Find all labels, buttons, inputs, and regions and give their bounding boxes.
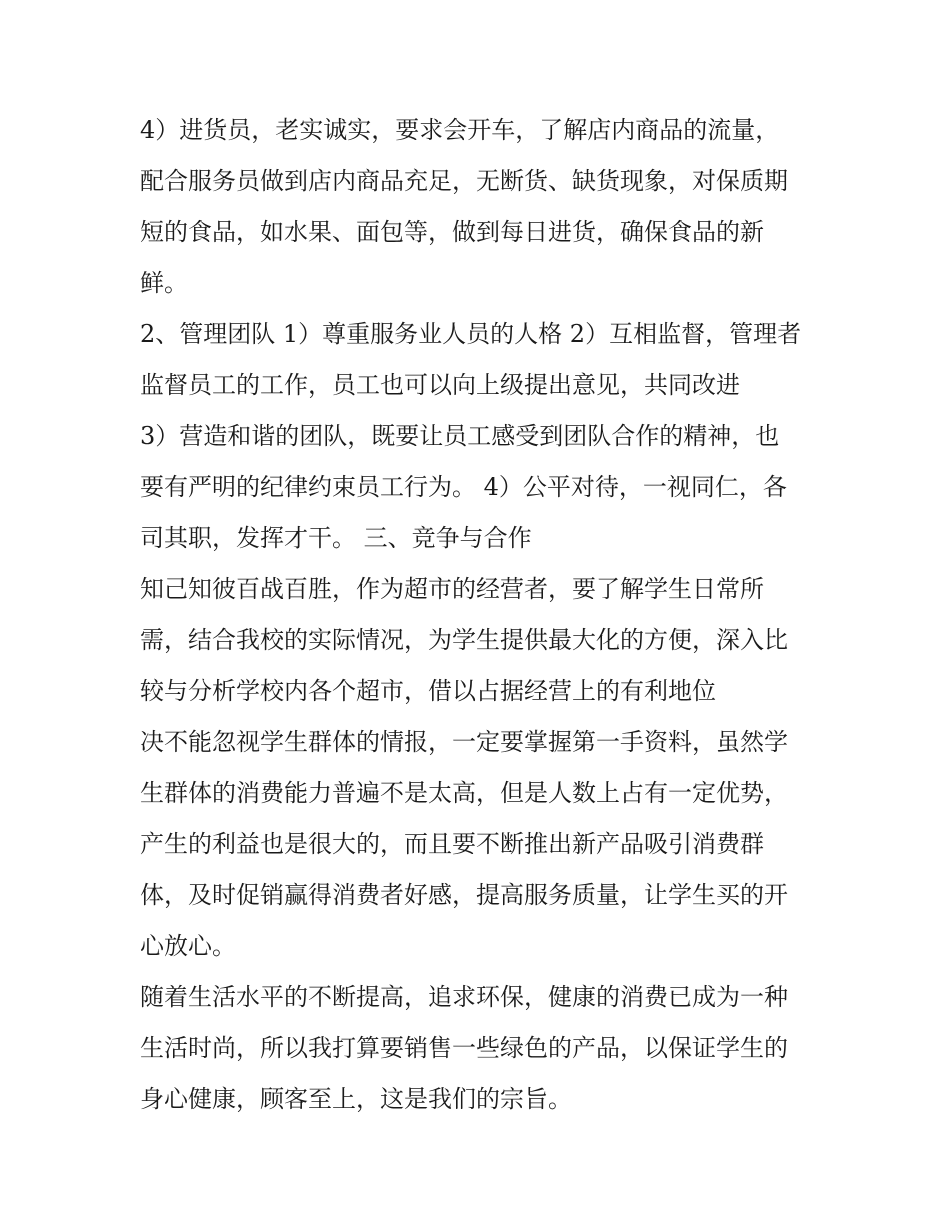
text-line: 监督员工的工作，员工也可以向上级提出意见，共同改进 [140,371,740,399]
text-line: 要有严明的纪律约束员工行为。 4）公平对待，一视同仁，各 [140,473,787,501]
text-line: 4）进货员，老实诚实，要求会开车，了解店内商品的流量， [140,116,780,144]
text-line: 心放心。 [140,932,236,960]
text-line: 司其职，发挥才干。 三、竞争与合作 [140,524,532,552]
text-line: 随着生活水平的不断提高，追求环保，健康的消费已成为一种 [140,983,788,1011]
text-line: 2、管理团队 1）尊重服务业人员的人格 2）互相监督，管理者 [140,320,802,348]
text-line: 知己知彼百战百胜，作为超市的经营者，要了解学生日常所 [140,575,764,603]
text-line: 较与分析学校内各个超市，借以占据经营上的有利地位 [140,677,716,705]
text-line: 生群体的消费能力普遍不是太高，但是人数上占有一定优势， [140,779,788,807]
text-line: 产生的利益也是很大的，而且要不断推出新产品吸引消费群 [140,830,764,858]
text-line: 体，及时促销赢得消费者好感，提高服务质量，让学生买的开 [140,881,788,909]
text-line: 鲜。 [140,269,188,297]
text-line: 3）营造和谐的团队，既要让员工感受到团队合作的精神，也 [140,422,780,450]
text-line: 短的食品，如水果、面包等，做到每日进货，确保食品的新 [140,218,764,246]
text-line: 生活时尚，所以我打算要销售一些绿色的产品，以保证学生的 [140,1034,788,1062]
text-line: 决不能忽视学生群体的情报，一定要掌握第一手资料，虽然学 [140,728,788,756]
text-line: 配合服务员做到店内商品充足，无断货、缺货现象，对保质期 [140,167,788,195]
text-line: 需，结合我校的实际情况，为学生提供最大化的方便，深入比 [140,626,788,654]
body-text [140,108,820,1128]
text-line: 身心健康，顾客至上，这是我们的宗旨。 [140,1085,572,1113]
